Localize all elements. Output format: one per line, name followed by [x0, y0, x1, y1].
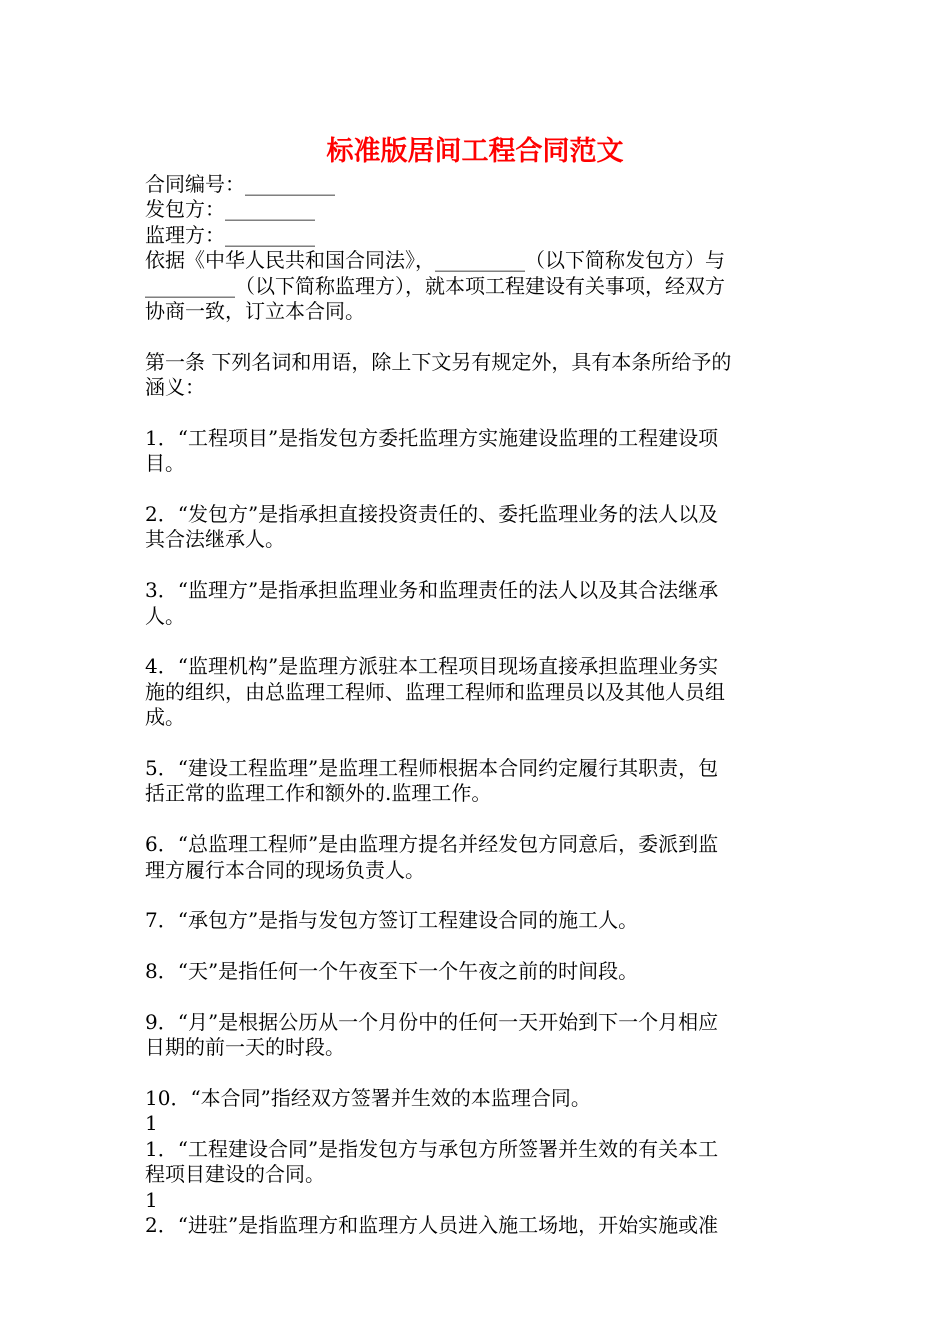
text-line: 2．“进驻”是指监理方和监理方人员进入施工场地，开始实施或准: [145, 1213, 719, 1238]
paragraph-gap: [145, 807, 810, 832]
text-line: 协商一致，订立本合同。: [145, 298, 365, 323]
paragraph-gap: [145, 1061, 810, 1086]
text-line: 7．“承包方”是指与发包方签订工程建设合同的施工人。: [145, 908, 639, 933]
text-line: 8．“天”是指任何一个午夜至下一个午夜之前的时间段。: [145, 959, 639, 984]
document-body: [145, 172, 810, 1238]
text-line: 10．“本合同”指经双方签署并生效的本监理合同。: [145, 1086, 591, 1111]
text-line: 9．“月”是根据公历从一个月份中的任何一天开始到下一个月相应: [145, 1009, 719, 1034]
intro-paragraph: [145, 248, 810, 324]
text-line: 程项目建设的合同。: [145, 1162, 325, 1187]
text-line: 6．“总监理工程师”是由监理方提名并经发包方同意后，委派到监: [145, 832, 719, 857]
paragraph-gap: [145, 629, 810, 654]
text-line: 涵义：: [145, 375, 205, 400]
text-line: 人。: [145, 603, 185, 628]
definition-2: [145, 502, 810, 553]
text-line: 日期的前一天的时段。: [145, 1035, 345, 1060]
text-line: 1: [145, 1111, 158, 1136]
field-label: 监理方：: [145, 222, 225, 247]
employer-field: [145, 197, 810, 222]
text-line: 成。: [145, 705, 185, 730]
paragraph-gap: [145, 934, 810, 959]
definition-7: [145, 908, 810, 933]
definition-4: [145, 654, 810, 730]
field-blank: _________: [245, 172, 335, 196]
tail-section: [145, 1086, 810, 1238]
definition-6: [145, 832, 810, 883]
text-line: 施的组织，由总监理工程师、监理工程师和监理员以及其他人员组: [145, 679, 725, 704]
paragraph-gap: [145, 401, 810, 426]
text-line: 目。: [145, 451, 185, 476]
paragraph-gap: [145, 477, 810, 502]
paragraph-gap: [145, 553, 810, 578]
field-label: 发包方：: [145, 197, 225, 222]
definition-5: [145, 756, 810, 807]
text-line: 理方履行本合同的现场负责人。: [145, 857, 425, 882]
paragraph-gap: [145, 324, 810, 349]
text-line: 1: [145, 1187, 158, 1212]
text-line: 3．“监理方”是指承担监理业务和监理责任的法人以及其合法继承: [145, 578, 719, 603]
contract-number-field: [145, 172, 810, 197]
article-1-paragraph: [145, 350, 810, 401]
field-label: 合同编号：: [145, 172, 245, 196]
text-line: 5．“建设工程监理”是监理工程师根据本合同约定履行其职责，包: [145, 755, 719, 780]
definition-8: [145, 959, 810, 984]
text-line: 1．“工程项目”是指发包方委托监理方实施建设监理的工程建设项: [145, 425, 719, 450]
text-line: 1．“工程建设合同”是指发包方与承包方所签署并生效的有关本工: [145, 1136, 719, 1161]
text-line: 第一条 下列名词和用语，除上下文另有规定外，具有本条所给予的: [145, 349, 732, 374]
text-line: 4．“监理机构”是监理方派驻本工程项目现场直接承担监理业务实: [145, 654, 719, 679]
field-blank: _________: [225, 197, 315, 222]
definition-3: [145, 578, 810, 629]
definition-9: [145, 1010, 810, 1061]
document-title: 标准版居间工程合同范文: [326, 136, 624, 167]
text-line: 2．“发包方”是指承担直接投资责任的、委托监理业务的法人以及: [145, 502, 719, 527]
supervisor-field: [145, 223, 810, 248]
paragraph-gap: [145, 985, 810, 1010]
field-blank: _________: [225, 222, 315, 247]
text-line: _________（以下简称监理方），就本项工程建设有关事项，经双方: [145, 273, 725, 298]
paragraph-gap: [145, 883, 810, 908]
text-line: 依据《中华人民共和国合同法》，_________（以下简称发包方）与: [145, 248, 725, 273]
text-line: 括正常的监理工作和额外的.监理工作。: [145, 781, 492, 806]
definition-1: [145, 426, 810, 477]
text-line: 其合法继承人。: [145, 527, 285, 552]
paragraph-gap: [145, 731, 810, 756]
